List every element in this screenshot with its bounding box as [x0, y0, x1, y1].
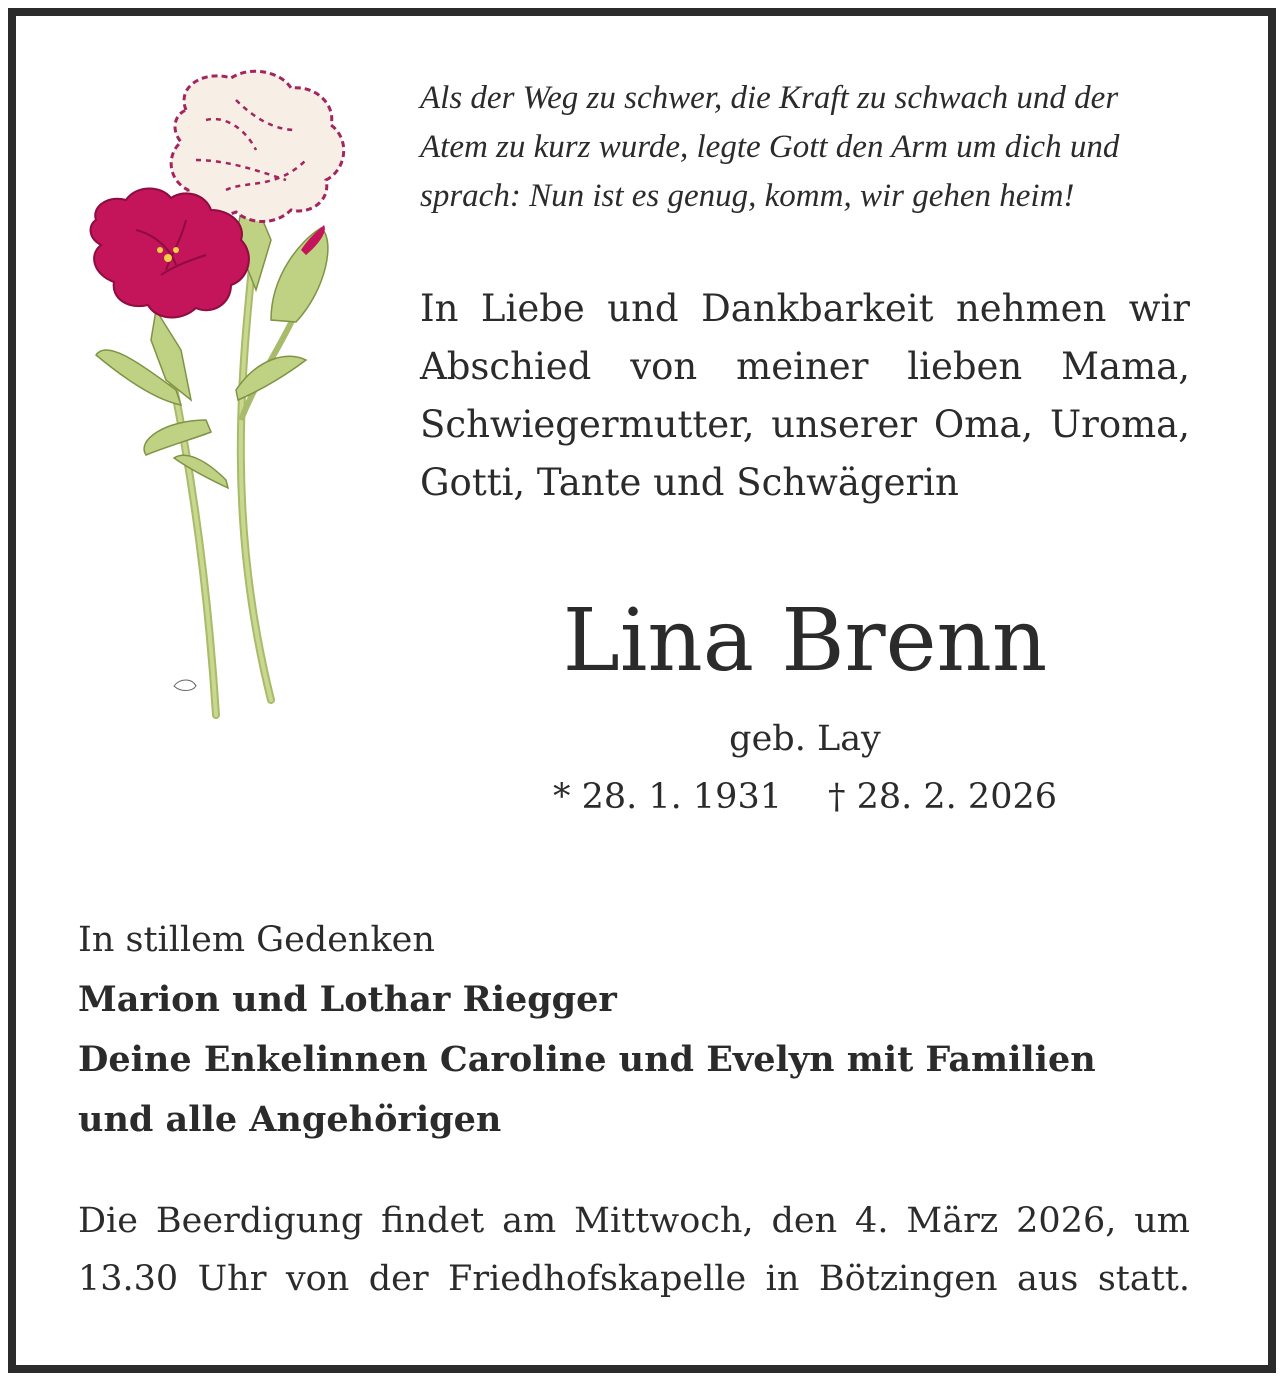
- intro-line: Abschied von meiner lieben Mama,: [420, 345, 1190, 388]
- mourners-block: [78, 910, 1198, 1150]
- mourners-heading: In stillem Gedenken: [78, 920, 435, 960]
- intro-line: Gotti, Tante und Schwägerin: [420, 461, 959, 504]
- carnation-flowers-icon: [56, 60, 376, 740]
- poem-quote: [420, 74, 1210, 221]
- birth-date: * 28. 1. 1931: [552, 777, 782, 817]
- intro-line: Schwiegermutter, unserer Oma, Uroma,: [420, 403, 1190, 446]
- life-dates: [420, 772, 1190, 822]
- funeral-line: Die Beerdigung findet am Mittwoch, den 4. März 2026, um: [78, 1201, 1190, 1241]
- funeral-info: [78, 1192, 1190, 1308]
- funeral-line: 13.30 Uhr von der Friedhofskapelle in Bötzingen aus statt.: [78, 1259, 1190, 1299]
- quote-line: sprach: Nun ist es genug, komm, wir gehen heim!: [420, 178, 1075, 214]
- intro-text: [420, 280, 1190, 512]
- deceased-name: Lina Brenn: [562, 591, 1048, 691]
- intro-line: In Liebe und Dankbarkeit nehmen wir: [420, 287, 1190, 330]
- mourner-line: Marion und Lothar Riegger: [78, 979, 617, 1020]
- quote-line: Als der Weg zu schwer, die Kraft zu schwach und der: [420, 80, 1119, 116]
- mourner-line: Deine Enkelinnen Caroline und Evelyn mit Familien: [78, 1039, 1096, 1080]
- maiden-name: geb. Lay: [729, 719, 881, 759]
- mourner-line: und alle Angehörigen: [78, 1099, 502, 1140]
- quote-line: Atem zu kurz wurde, legte Gott den Arm um dich und: [420, 129, 1120, 165]
- death-date: † 28. 2. 2026: [828, 777, 1058, 817]
